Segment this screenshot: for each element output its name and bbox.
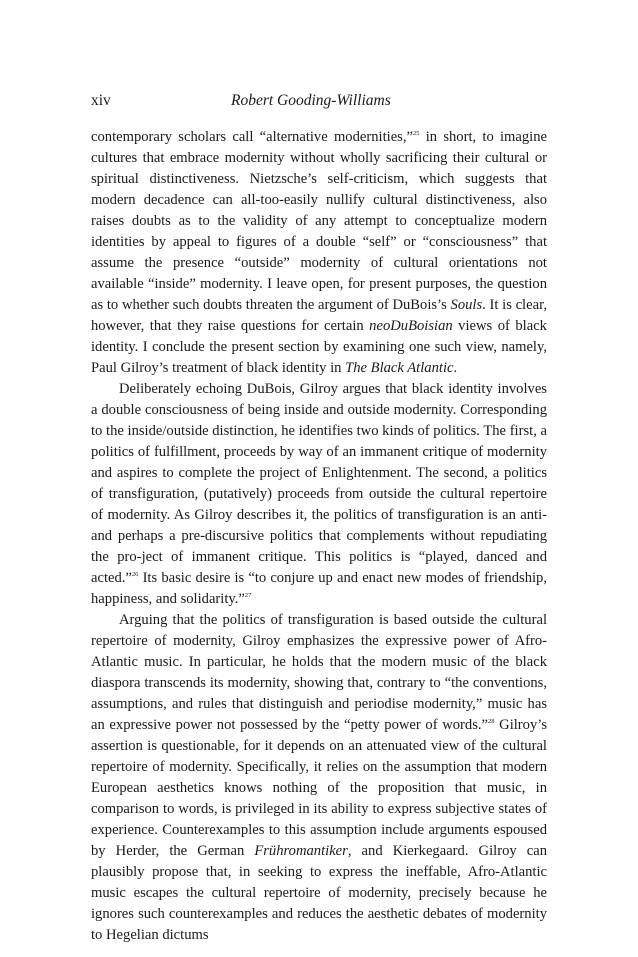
paragraph-3 [91, 610, 547, 946]
text-run: Deliberately echoing DuBois, Gilroy argues that black identity involves a double consciousness of being inside and outside modernity. Corresponding to the inside/outside distinction, he identifies two kinds of politics. The first, a politics of fulfillment, proceeds by way of an immanent critique of modernity and aspires to complete the project of Enlightenment. The second, a politics of transfiguration, (putatively) proceeds from outside the cultural repertoire of modernity. As Gilroy describes it, the politics of transfiguration is an anti- and perhaps a pre-discursive politics that complements without repudiating the pro-ject of immanent critique. This politics is “played, danced and acted.” [91, 381, 547, 586]
running-head-author: Robert Gooding-Williams [231, 92, 391, 109]
text-run: Arguing that the politics of transfiguration is based outside the cultural repertoire of modernity, Gilroy emphasizes the expressive power of Afro-Atlantic music. In particular, he holds that the modern music of the black diaspora transcends its modernity, showing that, contrary to “the conventions, assumptions, and rules that distinguish and periodise modernity,” music has an expressive power not possessed by the “petty power of words.” [91, 612, 547, 733]
footnote-marker: 28 [488, 718, 495, 725]
paragraph-2 [91, 379, 547, 610]
page-header [91, 90, 547, 112]
italic-title: Souls [450, 297, 483, 313]
text-run: , and Kierkegaard. Gilroy can plausibly propose that, in seeking to express the ineffable, Afro-Atlantic music escapes the cultural repertoire of modernity, precisely because he ignores such counterexamples and reduces the aesthetic debates of modernity to Hegelian dictums [91, 843, 547, 943]
text-run: in short, to imagine cultures that embrace modernity without wholly sacrificing their cultural or spiritual distinctiveness. Nietzsche’s self-criticism, which suggests that modern decadence can all-too-easily nullify cultural distinctiveness, also raises doubts as to the validity of any attempt to conceptualize modern identities by appeal to figures of a double “self” or “consciousness” that assume the presence “outside” modernity of cultural orientations not available “inside” modernity. I leave open, for present purposes, the question as to whether such doubts threaten the argument of DuBois’s [91, 129, 547, 313]
body-text [91, 127, 547, 946]
italic-title: Frühromantiker [254, 843, 348, 859]
italic-title: The Black Atlantic [345, 360, 454, 376]
text-run: contemporary scholars call “alternative modernities,” [91, 129, 413, 145]
text-run: views of black identity. I conclude the present section by examining one such view, namely, Paul Gilroy’s treatment of black identity in [91, 318, 547, 376]
text-run: . It is clear, however, that they raise questions for certain [91, 297, 547, 334]
paragraph-1 [91, 127, 547, 379]
footnote-marker: 25 [412, 130, 420, 137]
italic-title: neoDuBoisian [369, 318, 453, 334]
page-number: xiv [91, 92, 111, 109]
footnote-marker: 26 [131, 571, 139, 578]
footnote-marker: 27 [244, 592, 252, 599]
text-run: . [453, 360, 458, 376]
text-run: Gilroy’s assertion is questionable, for it depends on an attenuated view of the cultural repertoire of modernity. Specifically, it relies on the assumption that modern European aesthetics knows nothing of the proposition that music, in comparison to words, is privileged in its ability to express subjective states of experience. Counterexamples to this assumption include arguments espoused by Herder, the German [91, 717, 547, 859]
text-run: Its basic desire is “to conjure up and enact new modes of friendship, happiness, and solidarity.” [91, 570, 547, 607]
